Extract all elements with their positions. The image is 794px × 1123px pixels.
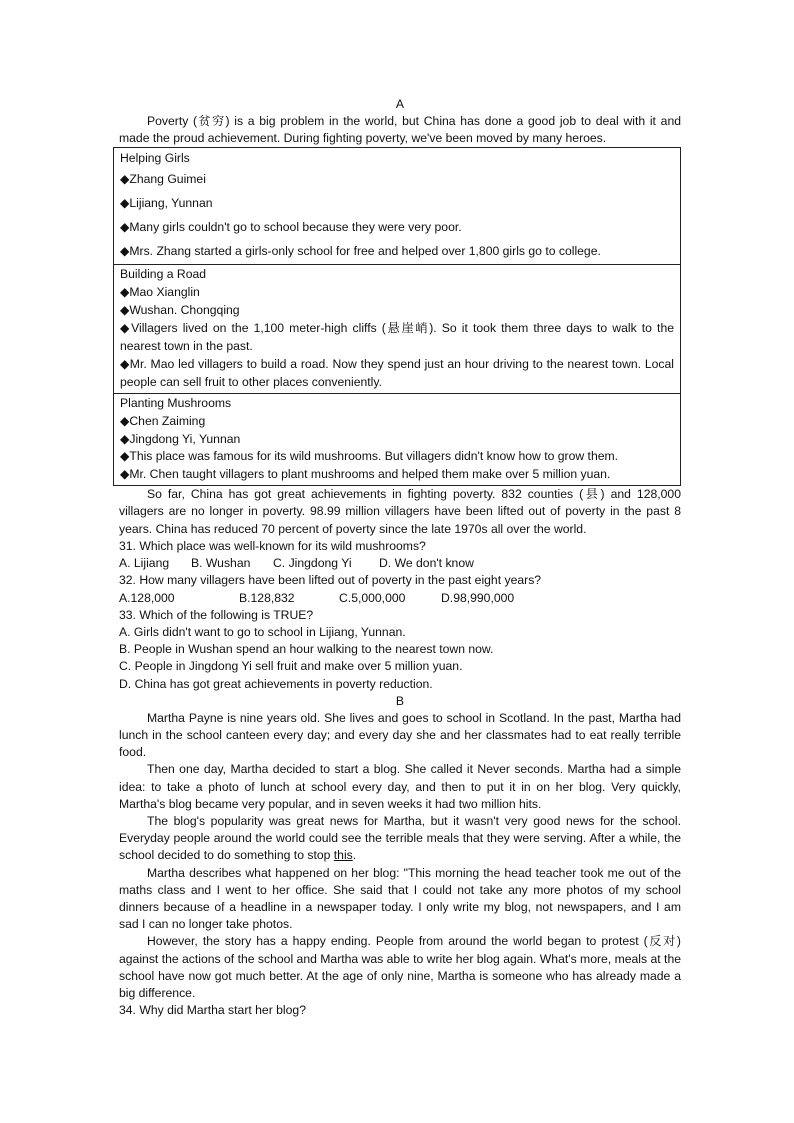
row-line: ◆Wushan. Chongqing [120,303,240,318]
option-d: D.98,990,000 [441,590,515,605]
paragraph-end: . [352,848,357,863]
section-a-heading: A [395,97,405,111]
option-b: B.128,832 [239,590,295,605]
question-31-options [119,555,681,572]
heroes-table [113,147,681,486]
row-line: ◆Zhang Guimei [120,172,206,187]
section-a-closing: So far, China has got great achievements in fighting poverty. 832 counties (县) and 128,000 villagers are no longer in poverty. 98.99 million villagers have been lifted out of poverty in the past 8 years. China has reduced 70 percent of poverty since the late 1970s all over the world. [119,487,681,536]
option-a: A.128,000 [119,590,175,605]
row-line: ◆This place was famous for its wild mushrooms. But villagers didn't know how to grow them. [120,449,619,464]
row-line: ◆Lijiang, Yunnan [120,196,213,211]
question-32: 32. How many villagers have been lifted out of poverty in the past eight years? [119,573,542,588]
table-row [114,393,681,486]
underlined-word: this [333,848,353,863]
row-title: Planting Mushrooms [120,395,232,410]
section-b-paragraph-5: However, the story has a happy ending. People from around the world began to protest (反对) against the actions of the school and Martha was able to write her blog again. What's more, meals at the school have now got much better. At the age of only nine, Martha is someone who has already made a big difference. [119,934,681,1000]
row-line: ◆Many girls couldn't go to school because they were very poor. [120,220,462,235]
option-a: A. Lijiang [119,556,170,571]
row-line: ◆Mr. Chen taught villagers to plant mushrooms and helped them make over 5 million yuan. [120,467,611,482]
table-row [114,265,681,393]
option-b: B. Wushan [191,556,251,571]
option-d: D. We don't know [379,556,474,571]
option-c: C. Jingdong Yi [273,556,352,571]
helping-girls-cell [114,148,681,265]
option-a: A. Girls didn't want to go to school in Lijiang, Yunnan. [119,624,406,639]
section-b-paragraph-1: Martha Payne is nine years old. She lives and goes to school in Scotland. In the past, Martha had lunch in the school canteen every day; and every day she and her classmates had to eat really terrible food. [119,710,681,760]
section-b-paragraph-2: Then one day, Martha decided to start a blog. She called it Never seconds. Martha had a simple idea: to take a photo of lunch at school every day, and then to put it in on her blog. Very quickly, Martha's blog became very popular, and in seven weeks it had two million hits. [119,762,681,811]
question-32-options [119,590,681,607]
option-c: C.5,000,000 [339,590,406,605]
row-line: ◆Jingdong Yi, Yunnan [120,431,241,446]
table-row [114,148,681,265]
section-b-heading: B [395,693,405,708]
section-b-paragraph-3 [119,813,681,865]
option-b: B. People in Wushan spend an hour walking to the nearest town now. [119,642,494,657]
row-line: ◆Mr. Mao led villagers to build a road. Now they spend just an hour driving to the nearest town. Local people can sell fruit to other places conveniently. [120,356,674,389]
question-31: 31. Which place was well-known for its wild mushrooms? [119,538,426,553]
row-line: ◆Villagers lived on the 1,100 meter-high cliffs (悬崖峭). So it took them three days to walk to the nearest town in the past. [120,321,674,354]
section-a-intro: Poverty (贫穷) is a big problem in the world, but China has done a good job to deal with it and made the proud achievement. During fighting poverty, we've been moved by many heroes. [119,114,681,146]
row-title: Building a Road [120,267,207,282]
question-33: 33. Which of the following is TRUE? [119,607,314,622]
paragraph-text: The blog's popularity was great news for Martha, but it wasn't very good news for the school. Everyday people around the world could see the terrible meals that they were serving. After a while, the school decided to do something to stop [119,813,681,863]
building-road-cell [114,265,681,393]
row-line: ◆Chen Zaiming [120,413,206,428]
planting-mushrooms-cell [114,393,681,486]
option-c: C. People in Jingdong Yi sell fruit and make over 5 million yuan. [119,659,463,674]
row-title: Helping Girls [120,151,190,166]
option-d: D. China has got great achievements in poverty reduction. [119,676,433,691]
question-34: 34. Why did Martha start her blog? [119,1003,306,1018]
row-line: ◆Mao Xianglin [120,285,200,300]
worksheet-page [119,96,681,1019]
section-b-paragraph-4: Martha describes what happened on her blog: "This morning the head teacher took me out of the maths class and I went to her office. She said that I could not take any more photos of my school dinners because of a headline in a newspaper today. I only write my blog, not newspapers, and I am sad I can no longer take photos. [119,865,681,932]
row-line: ◆Mrs. Zhang started a girls-only school for free and helped over 1,800 girls go to college. [120,244,601,259]
